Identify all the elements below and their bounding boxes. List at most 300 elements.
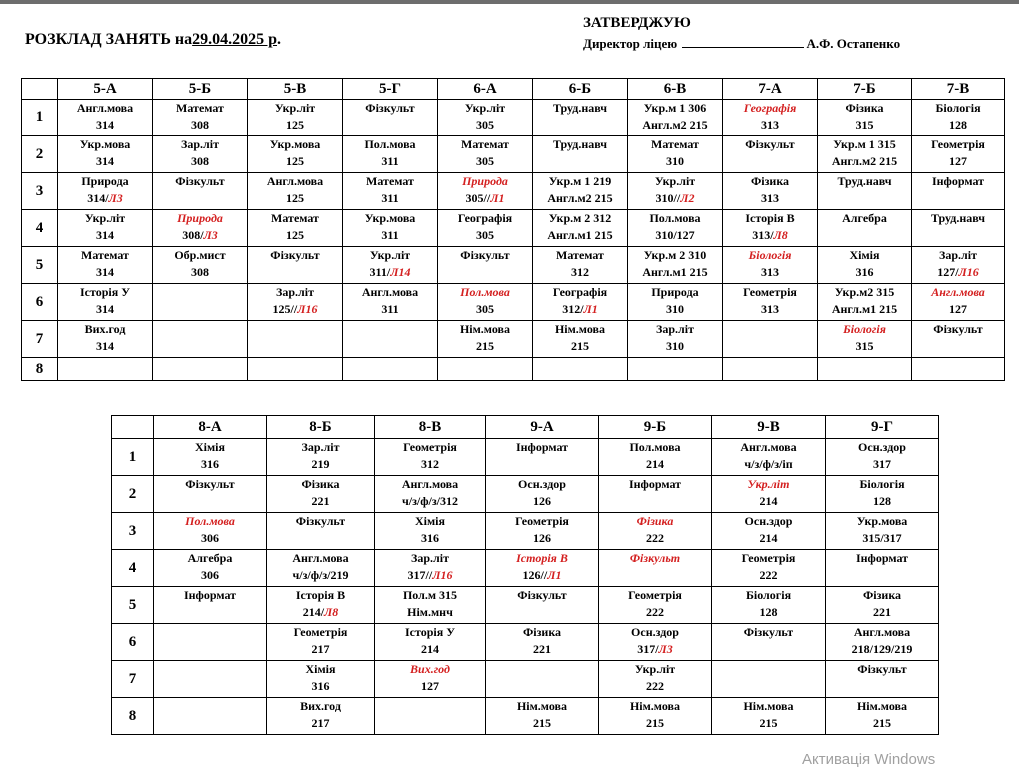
lesson-line [533, 210, 627, 227]
lesson-cell [712, 439, 826, 476]
lesson-cell [826, 513, 939, 550]
corner-cell [112, 416, 154, 439]
lesson-line [343, 284, 437, 301]
lesson-text: 214 [759, 494, 778, 508]
lesson-text: ч/з/ф/з/219 [292, 568, 349, 582]
lesson-text: Англ.мова [292, 551, 349, 565]
lesson-cell [375, 550, 486, 587]
lesson-text: Біологія [745, 588, 792, 602]
lesson-line [375, 678, 485, 695]
lesson-line [267, 604, 374, 621]
lesson-text: 222 [646, 531, 664, 545]
lesson-text: 314 [96, 154, 114, 168]
lesson-number: 7 [22, 321, 58, 358]
lesson-number: 5 [22, 247, 58, 284]
lesson-text: Зар.літ [411, 551, 449, 565]
lesson-text: 127 [949, 154, 967, 168]
lesson-cell [248, 247, 343, 284]
lesson-line [628, 173, 722, 190]
lesson-text: 215 [873, 716, 891, 730]
lesson-cell [533, 136, 628, 173]
lesson-line [375, 587, 485, 604]
lesson-line [486, 587, 598, 604]
lesson-line [912, 173, 1004, 190]
lesson-text: Математ [271, 211, 319, 225]
lesson-text: Інформат [515, 440, 569, 454]
class-header: 7-А [723, 79, 818, 100]
lesson-cell [533, 210, 628, 247]
lesson-line [267, 641, 374, 658]
lesson-cell [599, 439, 712, 476]
lesson-text: Хімія [305, 662, 336, 676]
lesson-line [248, 190, 342, 207]
lesson-line [723, 301, 817, 318]
lesson-cell [248, 358, 343, 381]
lesson-cell [818, 100, 912, 136]
lesson-line [486, 624, 598, 641]
lesson-cell [628, 173, 723, 210]
lesson-cell [375, 661, 486, 698]
class-header: 5-Г [343, 79, 438, 100]
lesson-text: 218/129/219 [851, 642, 913, 656]
lesson-text: Біологія [748, 248, 792, 262]
lesson-line [438, 173, 532, 190]
lesson-text: 305 [476, 302, 494, 316]
lesson-cell [248, 136, 343, 173]
lesson-text: Вих.год [84, 322, 126, 336]
lesson-number: 1 [112, 439, 154, 476]
lesson-line [58, 247, 152, 264]
class-header: 8-Б [267, 416, 375, 439]
title-date: 29.04.2025 р [192, 31, 278, 48]
lesson-line [723, 173, 817, 190]
lesson-text: Математ [651, 137, 699, 151]
lesson-line [818, 321, 911, 338]
lesson-line [712, 604, 825, 621]
lesson-cell [438, 100, 533, 136]
lesson-line [267, 476, 374, 493]
lesson-line [599, 476, 711, 493]
lesson-line [533, 338, 627, 355]
lesson-line [599, 530, 711, 547]
lesson-cell [154, 550, 267, 587]
lesson-text: 312 [571, 265, 589, 279]
lesson-text: Історія У [404, 625, 456, 639]
lesson-text: Англ.мова [740, 440, 797, 454]
lesson-line [826, 493, 938, 510]
lesson-text: Англ.мова [853, 625, 911, 639]
lesson-line [438, 190, 532, 207]
lesson-text: 310// [655, 191, 681, 205]
lesson-text: Природа [177, 211, 223, 225]
lesson-line [438, 210, 532, 227]
lesson-text: 313 [761, 302, 779, 316]
lesson-line [912, 247, 1004, 264]
lesson-text: 215 [476, 339, 494, 353]
lesson-number: 2 [22, 136, 58, 173]
lesson-cell [599, 698, 712, 735]
lesson-line [154, 513, 266, 530]
lesson-line [343, 153, 437, 170]
lesson-text: 317/ [637, 642, 659, 656]
lesson-line [486, 698, 598, 715]
lesson-cell [486, 476, 599, 513]
lesson-line [628, 321, 722, 338]
lesson-text: 315/317 [862, 531, 902, 545]
lesson-text: 317// [407, 568, 433, 582]
lesson-line [818, 338, 911, 355]
lesson-line [712, 567, 825, 584]
lesson-row [22, 358, 1005, 381]
lesson-line [826, 698, 938, 715]
lesson-line [267, 567, 374, 584]
lesson-text: Природа [81, 174, 129, 188]
lesson-text: Укр.м 2 312 [548, 211, 612, 225]
lesson-line [486, 513, 598, 530]
lesson-line [912, 117, 1004, 134]
lesson-cell [154, 476, 267, 513]
lesson-text: Укр.літ [464, 101, 506, 115]
lesson-cell [826, 624, 939, 661]
lesson-text: Пол.мова [460, 285, 510, 299]
lesson-line [533, 284, 627, 301]
lesson-text: Фізкульт [185, 477, 235, 491]
lesson-text: Інформат [855, 551, 909, 565]
lesson-line [712, 439, 825, 456]
class-header: 6-Б [533, 79, 628, 100]
lesson-cell [818, 173, 912, 210]
lesson-cell [712, 661, 826, 698]
lesson-cell [628, 210, 723, 247]
lesson-text: 310 [666, 302, 684, 316]
lesson-line [599, 604, 711, 621]
lesson-cell [628, 247, 723, 284]
class-header: 9-В [712, 416, 826, 439]
lesson-cell [154, 513, 267, 550]
lesson-line [486, 476, 598, 493]
lesson-line [375, 439, 485, 456]
lesson-text: 306 [201, 531, 219, 545]
lesson-text: 313 [761, 191, 779, 205]
lesson-line [712, 530, 825, 547]
class-header: 5-В [248, 79, 343, 100]
lesson-text: Фізкульт [745, 137, 795, 151]
class-header: 6-А [438, 79, 533, 100]
lesson-text: Природа [462, 174, 508, 188]
lesson-cell [826, 587, 939, 624]
lesson-text: Укр.мова [364, 211, 416, 225]
lesson-row [22, 136, 1005, 173]
lesson-number: 3 [112, 513, 154, 550]
lesson-cell [723, 358, 818, 381]
lesson-line [826, 439, 938, 456]
lesson-cell [628, 358, 723, 381]
lesson-line [248, 227, 342, 244]
class-header: 5-А [58, 79, 153, 100]
lesson-line [154, 587, 266, 604]
approval-block [583, 15, 900, 52]
lesson-line [912, 100, 1004, 117]
lesson-text: Вих.год [410, 662, 450, 676]
lesson-line [438, 153, 532, 170]
lesson-cell [486, 661, 599, 698]
lesson-cell [153, 321, 248, 358]
teacher-code: Л2 [680, 191, 695, 205]
lesson-line [628, 100, 722, 117]
lesson-line [599, 513, 711, 530]
lesson-line [248, 301, 342, 318]
lesson-line [826, 604, 938, 621]
lesson-cell [912, 284, 1005, 321]
class-header: 7-Б [818, 79, 912, 100]
lesson-line [818, 117, 911, 134]
lesson-text: 127/ [937, 265, 959, 279]
lesson-cell [818, 136, 912, 173]
lesson-text: Фізкульт [933, 322, 983, 336]
lesson-line [723, 117, 817, 134]
lesson-text: 128 [949, 118, 967, 132]
lesson-line [912, 153, 1004, 170]
lesson-line [826, 587, 938, 604]
lesson-cell [818, 284, 912, 321]
lesson-row [112, 476, 939, 513]
lesson-cell [267, 439, 375, 476]
title-suffix: . [277, 31, 282, 48]
lesson-text: 314 [96, 265, 114, 279]
lesson-text: Англ.мова [266, 174, 324, 188]
lesson-text: 215 [646, 716, 664, 730]
lesson-line [343, 264, 437, 281]
lesson-line [343, 136, 437, 153]
teacher-code: Л8 [324, 605, 339, 619]
lesson-text: 125 [286, 154, 304, 168]
lesson-text: Осн.здор [744, 514, 793, 528]
lesson-line [267, 456, 374, 473]
lesson-line [343, 100, 437, 117]
lesson-line [248, 247, 342, 264]
lesson-line [628, 301, 722, 318]
class-header: 6-В [628, 79, 723, 100]
lesson-text: Англ.мова [361, 285, 419, 299]
lesson-text: Фізика [301, 477, 340, 491]
lesson-text: 306 [201, 568, 219, 582]
lesson-line [712, 513, 825, 530]
teacher-code: Л3 [658, 642, 673, 656]
lesson-line [599, 661, 711, 678]
lesson-cell [826, 698, 939, 735]
lesson-cell [818, 358, 912, 381]
lesson-cell [912, 136, 1005, 173]
lesson-cell [267, 624, 375, 661]
lesson-cell [599, 550, 712, 587]
lesson-line [153, 117, 247, 134]
lesson-cell [438, 321, 533, 358]
lesson-line [826, 550, 938, 567]
lesson-text: Історія В [745, 211, 795, 225]
lesson-text: 315 [855, 339, 874, 353]
lesson-text: 312 [421, 457, 439, 471]
lesson-line [58, 173, 152, 190]
lesson-text: Укр.літ [369, 248, 411, 262]
teacher-code: Л3 [108, 191, 123, 205]
lesson-line [723, 210, 817, 227]
lesson-line [58, 338, 152, 355]
lesson-cell [712, 550, 826, 587]
lesson-line [628, 190, 722, 207]
lesson-text: 126 [533, 494, 551, 508]
lesson-text: Геометрія [515, 514, 569, 528]
lesson-text: 305 [476, 154, 494, 168]
lesson-cell [58, 247, 153, 284]
approval-name: А.Ф. Остапенко [806, 36, 901, 51]
lesson-cell [912, 100, 1005, 136]
lesson-line [248, 284, 342, 301]
lesson-text: 126 [533, 531, 551, 545]
lesson-line [58, 117, 152, 134]
class-header: 9-А [486, 416, 599, 439]
lesson-text: Фізкульт [857, 662, 907, 676]
lesson-text: 221 [533, 642, 551, 656]
lesson-cell [267, 550, 375, 587]
lesson-text: 128 [873, 494, 891, 508]
lesson-cell [58, 358, 153, 381]
lesson-text: 305 [476, 228, 494, 242]
lesson-line [723, 264, 817, 281]
lesson-line [712, 476, 825, 493]
lesson-line [486, 493, 598, 510]
lesson-text: Хімія [415, 514, 445, 528]
lesson-line [599, 641, 711, 658]
lesson-line [375, 604, 485, 621]
lesson-line [154, 439, 266, 456]
lesson-text: Інформат [183, 588, 237, 602]
lesson-line [438, 136, 532, 153]
teacher-code: Л16 [432, 568, 453, 582]
lesson-text: Геометрія [931, 137, 985, 151]
lesson-line [628, 264, 722, 281]
lesson-line [712, 698, 825, 715]
lesson-text: Укр.мова [856, 514, 908, 528]
lesson-line [723, 100, 817, 117]
lesson-line [248, 210, 342, 227]
lesson-text: Нім.мова [554, 322, 606, 336]
lesson-line [533, 173, 627, 190]
lesson-line [628, 247, 722, 264]
lesson-text: Укр.м 1 306 [643, 101, 707, 115]
lesson-line [58, 153, 152, 170]
lesson-text: Нім.мова [629, 699, 681, 713]
lesson-number: 5 [112, 587, 154, 624]
approval-line [583, 36, 900, 52]
lesson-cell [438, 136, 533, 173]
lesson-line [533, 136, 627, 153]
lesson-cell [826, 476, 939, 513]
lesson-text: Англ.м2 215 [547, 191, 613, 205]
lesson-text: Пол.мова [185, 514, 235, 528]
lesson-cell [599, 513, 712, 550]
lesson-cell [375, 698, 486, 735]
lesson-number: 6 [112, 624, 154, 661]
lesson-line [628, 227, 722, 244]
lesson-line [599, 715, 711, 732]
lesson-text: Геометрія [628, 588, 682, 602]
lesson-cell [58, 173, 153, 210]
lesson-text: Нім.мова [516, 699, 568, 713]
lesson-text: Історія В [516, 551, 568, 565]
lesson-text: Нім.мова [856, 699, 908, 713]
lesson-cell [912, 173, 1005, 210]
lesson-line [375, 550, 485, 567]
lesson-line [153, 173, 247, 190]
lesson-cell [58, 210, 153, 247]
class-header: 7-В [912, 79, 1005, 100]
lesson-text: Укр.м 1 219 [548, 174, 612, 188]
lesson-text: Укр.літ [654, 174, 696, 188]
lesson-line [599, 550, 711, 567]
lesson-text: 214 [646, 457, 664, 471]
lesson-text: 214 [759, 531, 778, 545]
lesson-line [826, 456, 938, 473]
lesson-line [723, 247, 817, 264]
lesson-line [343, 173, 437, 190]
lesson-line [533, 227, 627, 244]
corner-cell [22, 79, 58, 100]
lesson-text: 314 [96, 302, 114, 316]
lesson-cell [486, 587, 599, 624]
lesson-text: 215 [759, 716, 778, 730]
lesson-text: 221 [873, 605, 891, 619]
lesson-line [154, 550, 266, 567]
lesson-cell [58, 100, 153, 136]
lesson-line [58, 301, 152, 318]
lesson-cell [912, 358, 1005, 381]
lesson-line [375, 530, 485, 547]
lesson-line [375, 661, 485, 678]
lesson-line [723, 284, 817, 301]
lesson-cell [486, 624, 599, 661]
lesson-line [628, 136, 722, 153]
lesson-text: Фізика [636, 514, 674, 528]
lesson-line [153, 136, 247, 153]
lesson-line [343, 227, 437, 244]
lesson-number: 6 [22, 284, 58, 321]
lesson-line [818, 173, 911, 190]
lesson-line [154, 567, 266, 584]
lesson-text: Фізкульт [517, 588, 567, 602]
lesson-line [375, 456, 485, 473]
lesson-text: Осн.здор [518, 477, 566, 491]
lesson-text: 125 [286, 191, 304, 205]
lesson-cell [438, 210, 533, 247]
lesson-cell [712, 476, 826, 513]
lesson-text: 214 [421, 642, 439, 656]
lesson-line [375, 476, 485, 493]
lesson-line [343, 190, 437, 207]
lesson-cell [533, 321, 628, 358]
lesson-text: Зар.літ [181, 137, 219, 151]
lesson-text: Укр.м 1 315 [833, 137, 896, 151]
lesson-text: 311/ [369, 265, 391, 279]
lesson-text: 311 [381, 191, 399, 205]
lesson-text: Біологія [935, 101, 981, 115]
lesson-line [267, 698, 374, 715]
lesson-text: Пол.мова [364, 137, 416, 151]
lesson-text: 316 [421, 531, 439, 545]
lesson-text: 126// [522, 568, 548, 582]
lesson-cell [818, 247, 912, 284]
lesson-text: Фізика [845, 101, 884, 115]
lesson-cell [486, 513, 599, 550]
